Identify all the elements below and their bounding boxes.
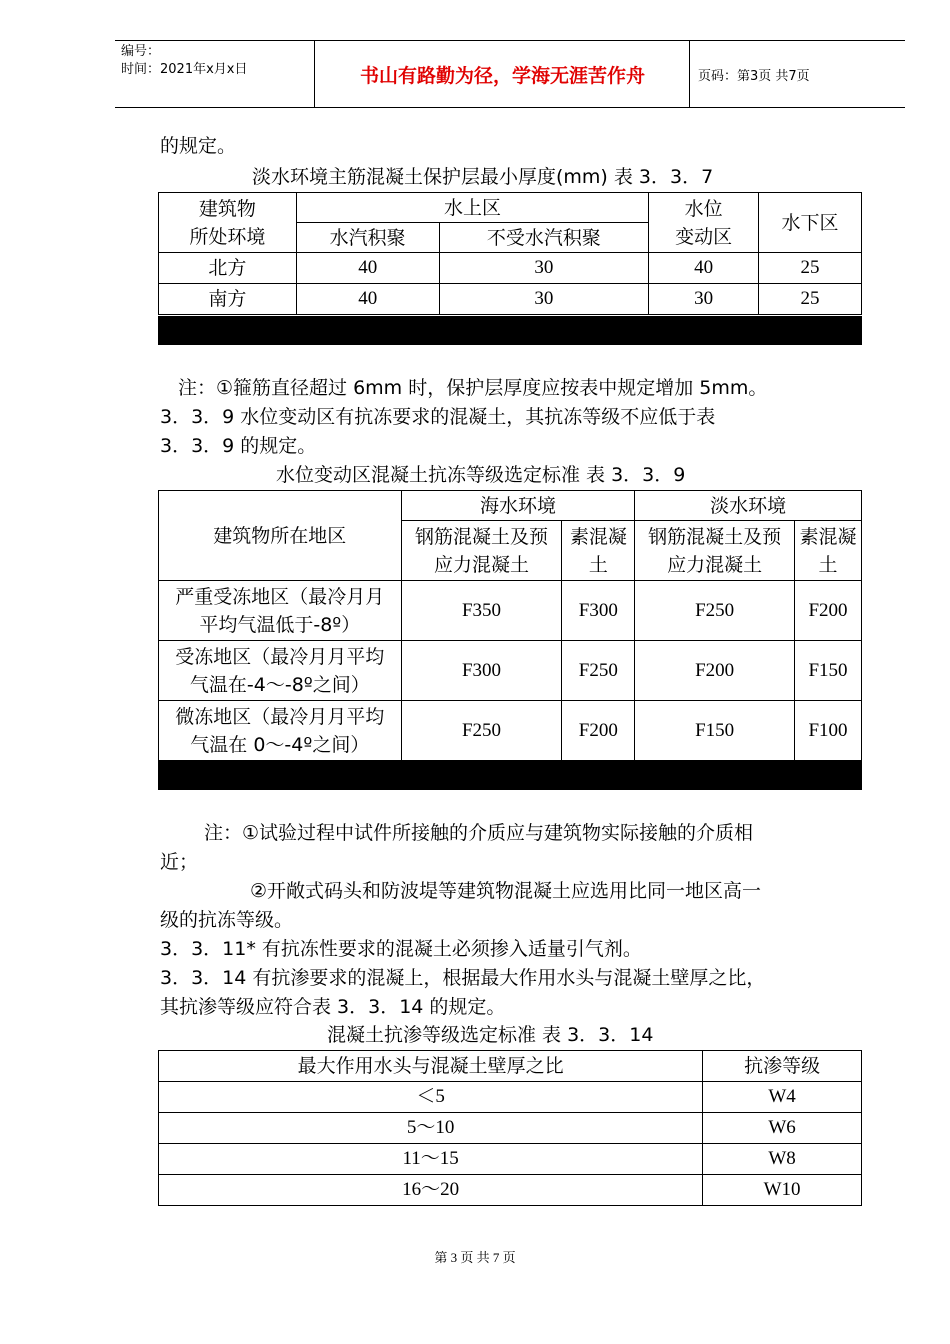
table1-caption: 淡水环境主筋混凝土保护层最小厚度(mm) 表 3．3．7 <box>252 166 714 188</box>
table-cell: F200 <box>635 641 795 701</box>
page-header <box>115 40 905 108</box>
table-cell: 25 <box>759 253 862 284</box>
table-header-cell <box>159 193 297 253</box>
table-row <box>159 1175 862 1206</box>
text-prev-rule: 的规定。 <box>160 135 237 157</box>
table-row <box>159 701 862 761</box>
table-header-cell: 海水环境 <box>401 491 635 521</box>
table-row <box>159 581 862 641</box>
table-cell: W6 <box>703 1113 862 1144</box>
table-cell: W8 <box>703 1144 862 1175</box>
table-header-cell: 淡水环境 <box>635 491 862 521</box>
table-cover-thickness <box>158 192 862 315</box>
table-cell: F150 <box>635 701 795 761</box>
table-cell: 北方 <box>159 253 297 284</box>
table-header-cell: 水下区 <box>759 193 862 253</box>
table-row <box>159 253 862 284</box>
header-page-label: 页码：第3页 共7页 <box>698 68 810 84</box>
table-cell <box>159 641 402 701</box>
doc-time-label: 时间：2021年x月x日 <box>121 62 248 77</box>
cell-text: 平均气温低于-8º） <box>199 613 361 636</box>
table-header-cell: 抗渗等级 <box>703 1051 862 1082</box>
cell-text: 气温在-4～-8º之间） <box>189 673 370 696</box>
cell-text: 严重受冻地区（最冷月月 <box>175 585 385 608</box>
cell-text: 受冻地区（最冷月月平均 <box>175 645 385 668</box>
doc-number-label: 编号： <box>121 44 161 59</box>
table1-note: 注：①箍筋直径超过 6mm 时，保护层厚度应按表中规定增加 5mm。 <box>178 377 768 399</box>
table-header-cell: 水汽积聚 <box>296 223 439 253</box>
page-footer: 第 3 页 共 7 页 <box>434 1250 516 1265</box>
table-header-cell: 水上区 <box>296 193 648 223</box>
table-header-cell <box>795 521 862 581</box>
table-cell: 40 <box>296 253 439 284</box>
header-text: 应力混凝土 <box>433 553 529 576</box>
table-header-cell <box>401 521 562 581</box>
clause-339-line2: 3．3．9 的规定。 <box>160 435 317 457</box>
table-cell: 25 <box>759 284 862 315</box>
table-cell: F250 <box>635 581 795 641</box>
table-cell: 南方 <box>159 284 297 315</box>
table-header-cell: 不受水汽积聚 <box>439 223 649 253</box>
table-row <box>159 1082 862 1113</box>
table2-black-bar <box>158 761 862 790</box>
table1-black-bar <box>158 316 862 345</box>
table2-caption: 水位变动区混凝土抗冻等级选定标准 表 3．3．9 <box>276 464 686 486</box>
table-cell: F150 <box>795 641 862 701</box>
table-cell: 30 <box>649 284 759 315</box>
header-text: 素混凝 <box>799 525 857 548</box>
table-row <box>159 1113 862 1144</box>
table-cell: F200 <box>562 701 635 761</box>
table2-note-2: ②开敞式码头和防波堤等建筑物混凝土应选用比同一地区高一 <box>250 880 762 902</box>
table2-note-1: 注：①试验过程中试件所接触的介质应与建筑物实际接触的介质相 <box>204 822 754 844</box>
table-cell <box>159 701 402 761</box>
header-text: 所处环境 <box>189 225 266 248</box>
table-cell: 16～20 <box>159 1175 703 1206</box>
header-text: 土 <box>588 553 608 576</box>
table-cell: W10 <box>703 1175 862 1206</box>
table-cell: W4 <box>703 1082 862 1113</box>
table-cell <box>159 581 402 641</box>
table-cell: 40 <box>649 253 759 284</box>
cell-text: 微冻地区（最冷月月平均 <box>175 705 385 728</box>
table-header-cell <box>562 521 635 581</box>
header-text: 素混凝 <box>569 525 627 548</box>
table-cell: 30 <box>439 253 649 284</box>
table-row <box>159 1144 862 1175</box>
header-text: 钢筋混凝土及预 <box>414 525 548 548</box>
table-header-cell <box>649 193 759 253</box>
table-cell: 11～15 <box>159 1144 703 1175</box>
table-cell: F200 <box>795 581 862 641</box>
header-text: 建筑物 <box>198 197 256 220</box>
header-text: 土 <box>818 553 838 576</box>
header-text: 钢筋混凝土及预 <box>648 525 782 548</box>
table-header-cell: 建筑物所在地区 <box>159 491 402 581</box>
cell-text: 气温在 0～-4º之间） <box>190 733 370 756</box>
table2-note-1-cont: 近； <box>160 851 199 873</box>
table-frost-grade <box>158 490 862 761</box>
table-row <box>159 284 862 315</box>
table-cell: F100 <box>795 701 862 761</box>
table-header-cell: 最大作用水头与混凝土壁厚之比 <box>159 1051 703 1082</box>
header-text: 应力混凝土 <box>667 553 763 576</box>
table-cell: 5～10 <box>159 1113 703 1144</box>
table-cell: 30 <box>439 284 649 315</box>
table-cell: F250 <box>401 701 562 761</box>
table-cell: F350 <box>401 581 562 641</box>
clause-3311: 3．3．11* 有抗冻性要求的混凝土必须掺入适量引气剂。 <box>160 938 642 960</box>
table3-caption: 混凝土抗渗等级选定标准 表 3．3．14 <box>327 1024 654 1046</box>
table-cell: F250 <box>562 641 635 701</box>
table-header-cell <box>635 521 795 581</box>
table2-note-2-cont: 级的抗冻等级。 <box>160 909 294 931</box>
table-cell: F300 <box>401 641 562 701</box>
header-motto: 书山有路勤为径，学海无涯苦作舟 <box>316 41 690 107</box>
header-meta <box>115 41 315 107</box>
clause-3314-line2: 其抗渗等级应符合表 3．3．14 的规定。 <box>160 996 506 1018</box>
table-cell: F300 <box>562 581 635 641</box>
table-seepage-grade <box>158 1050 862 1206</box>
header-text: 变动区 <box>675 225 733 248</box>
table-row <box>159 641 862 701</box>
clause-339-line1: 3．3．9 水位变动区有抗冻要求的混凝土，其抗冻等级不应低于表 <box>160 406 716 428</box>
table-cell: ＜5 <box>159 1082 703 1113</box>
clause-3314-line1: 3．3．14 有抗渗要求的混凝上，根据最大作用水头与混凝土壁厚之比， <box>160 967 766 989</box>
table-cell: 40 <box>296 284 439 315</box>
header-text: 水位 <box>684 197 723 220</box>
